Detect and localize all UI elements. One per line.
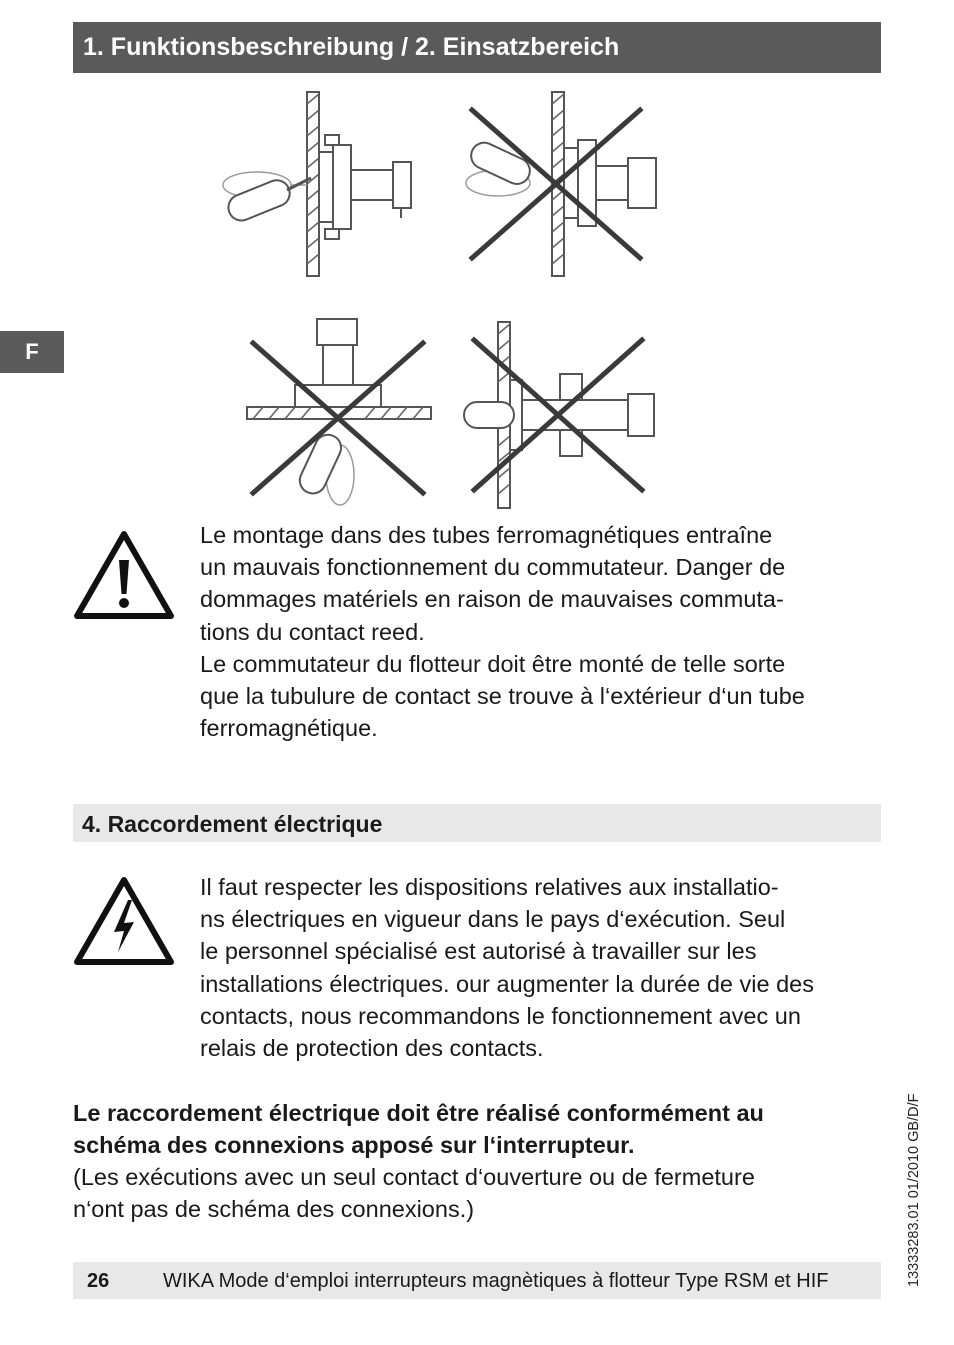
page-number: 26 (87, 1270, 110, 1292)
language-tab: F (0, 331, 64, 373)
document-code: 13333283.01 01/2010 GB/D/F (906, 1093, 922, 1287)
mounting-diagram-wrong-1 (460, 90, 665, 280)
electrical-warning-paragraph: Il faut respecter les dispositions relatives aux installatio- ns électriques en vigueur dans le pays d‘exécution. Seul le personnel spécialisé est autorisé à travailler sur les installations électriques. our augmenter la durée de vie des contacts, nous recommandons le fonctionnement avec un relais de protection des contacts. (200, 874, 814, 1062)
exclamation-warning-icon (74, 530, 174, 620)
electrical-warning-text (200, 871, 880, 1064)
section-title-electrical: 4. Raccordement électrique (73, 804, 881, 842)
electric-hazard-icon (74, 876, 174, 966)
page-footer (73, 1262, 881, 1299)
mounting-diagram-wrong-3 (460, 318, 665, 513)
connection-note-normal: (Les exécutions avec un seul contact d‘ouverture ou de fermeture n‘ont pas de schéma des connexions.) (73, 1164, 755, 1222)
connection-note-bold: Le raccordement électrique doit être réalisé conformément au schéma des connexions apposé sur l‘interrupteur. (73, 1100, 764, 1158)
mounting-warning-paragraph: Le montage dans des tubes ferromagnétiques entraîne un mauvais fonctionnement du commutateur. Danger de dommages matériels en raison de mauvaises commuta- tions du contact reed. Le commutateur du flotteur doit être monté de telle sorte que la tubulure de contact se trouve à l‘extérieur d‘un tube ferromagnétique. (200, 522, 805, 742)
section-header: 1. Funktionsbeschreibung / 2. Einsatzbereich (73, 22, 881, 73)
mounting-diagram-wrong-2 (245, 315, 435, 510)
mounting-warning-text (200, 519, 880, 744)
footer-text: WIKA Mode d‘emploi interrupteurs magnètiques à flotteur Type RSM et HIF (163, 1270, 829, 1292)
mounting-diagram-correct (215, 90, 420, 280)
connection-note (73, 1097, 873, 1225)
